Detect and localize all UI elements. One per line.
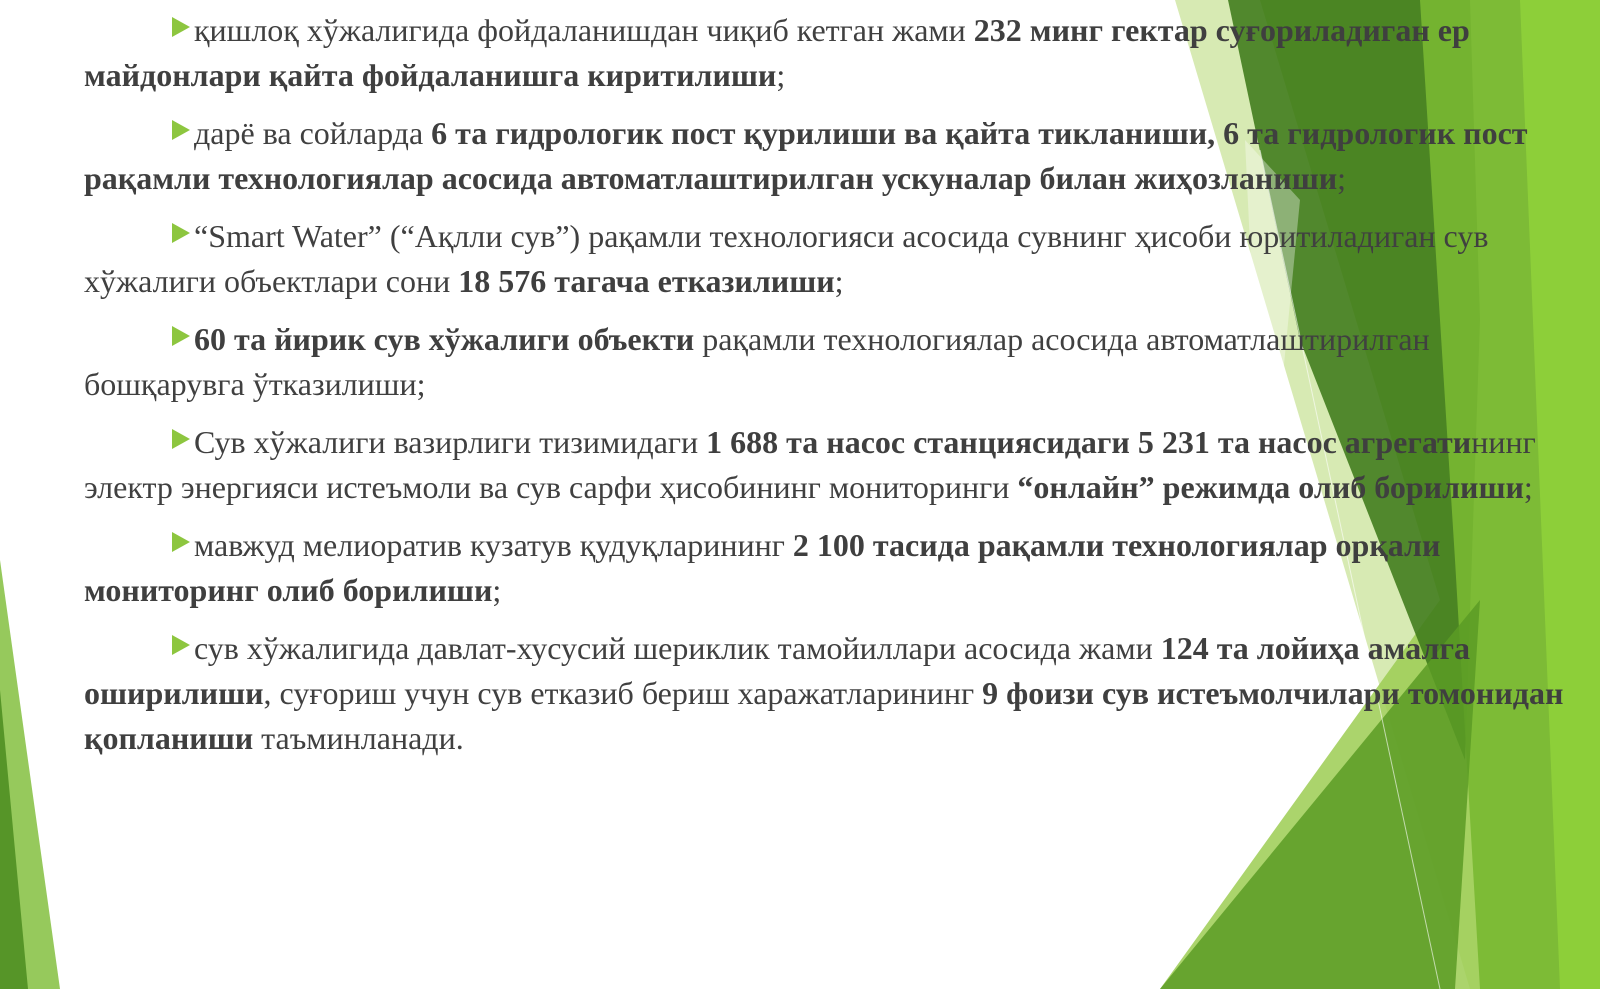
triangle-right-icon bbox=[172, 120, 190, 140]
bullet-text: , суғориш учун сув етказиб бериш харажатларининг bbox=[263, 675, 983, 711]
bullet-text: ; bbox=[1523, 469, 1533, 505]
triangle-right-icon bbox=[172, 17, 190, 37]
bullet-bold-text: 9 фоизи сув истеъмолчилари томонидан қопланиши bbox=[84, 675, 1564, 756]
bullet-item bbox=[84, 111, 1580, 201]
bullet-text: таъминланади. bbox=[253, 720, 464, 756]
bullet-text: Сув хўжалиги вазирлиги тизимидаги bbox=[194, 424, 707, 460]
bullet-text: ; bbox=[776, 57, 786, 93]
bullet-bold-text: 1 688 та насос станциясидаги 5 231 та насос агрегати bbox=[706, 424, 1472, 460]
bullet-bold-text: “онлайн” режимда олиб борилиши bbox=[1017, 469, 1524, 505]
bullet-text: сув хўжалигида давлат-хусусий шериклик тамойиллари асосида жами bbox=[194, 630, 1161, 666]
bullet-text: дарё ва сойларда bbox=[194, 115, 432, 151]
bullet-text: рақамли технологиялар асосида автоматлаштирилган бошқарувга ўтказилиши; bbox=[84, 321, 1430, 402]
bullet-item bbox=[84, 214, 1580, 304]
bullet-item bbox=[84, 626, 1580, 761]
bullet-text: ; bbox=[834, 263, 844, 299]
bullet-text: ; bbox=[1337, 160, 1347, 196]
triangle-right-icon bbox=[172, 326, 190, 346]
bullet-text: мавжуд мелиоратив кузатув қудуқларининг bbox=[194, 527, 793, 563]
bullet-bold-text: 18 576 тагача етказилиши bbox=[458, 263, 835, 299]
bullet-bold-text: 124 та лойиҳа амалга оширилиши bbox=[84, 630, 1470, 711]
bullet-item bbox=[84, 523, 1580, 613]
bullet-text: қишлоқ хўжалигида фойдаланишдан чиқиб кетган жами bbox=[194, 12, 974, 48]
bullet-list bbox=[84, 8, 1580, 774]
bullet-bold-text: 6 та гидрологик пост қурилиши ва қайта тикланиши, 6 та гидрологик пост рақамли технологиялар асосида автоматлаштирилган ускуналар билан жиҳозланиши bbox=[84, 115, 1528, 196]
triangle-right-icon bbox=[172, 429, 190, 449]
bullet-bold-text: 232 минг гектар суғориладиган ер майдонлари қайта фойдаланишга киритилиши bbox=[84, 12, 1470, 93]
bullet-item bbox=[84, 420, 1580, 510]
triangle-right-icon bbox=[172, 532, 190, 552]
bullet-text: ; bbox=[492, 572, 502, 608]
bullet-bold-text: 2 100 тасида рақамли технологиялар орқали мониторинг олиб борилиши bbox=[84, 527, 1441, 608]
bullet-bold-text: 60 та йирик сув хўжалиги объекти bbox=[194, 321, 695, 357]
bullet-item bbox=[84, 8, 1580, 98]
bullet-text: нинг электр энергияси истеъмоли ва сув сарфи ҳисобининг мониторинги bbox=[84, 424, 1536, 505]
triangle-right-icon bbox=[172, 635, 190, 655]
bullet-text: “Smart Water” (“Ақлли сув”) рақамли технологияси асосида сувнинг ҳисоби юритиладиган сув хўжалиги объектлари сони bbox=[84, 218, 1489, 299]
bullet-item bbox=[84, 317, 1580, 407]
triangle-right-icon bbox=[172, 223, 190, 243]
